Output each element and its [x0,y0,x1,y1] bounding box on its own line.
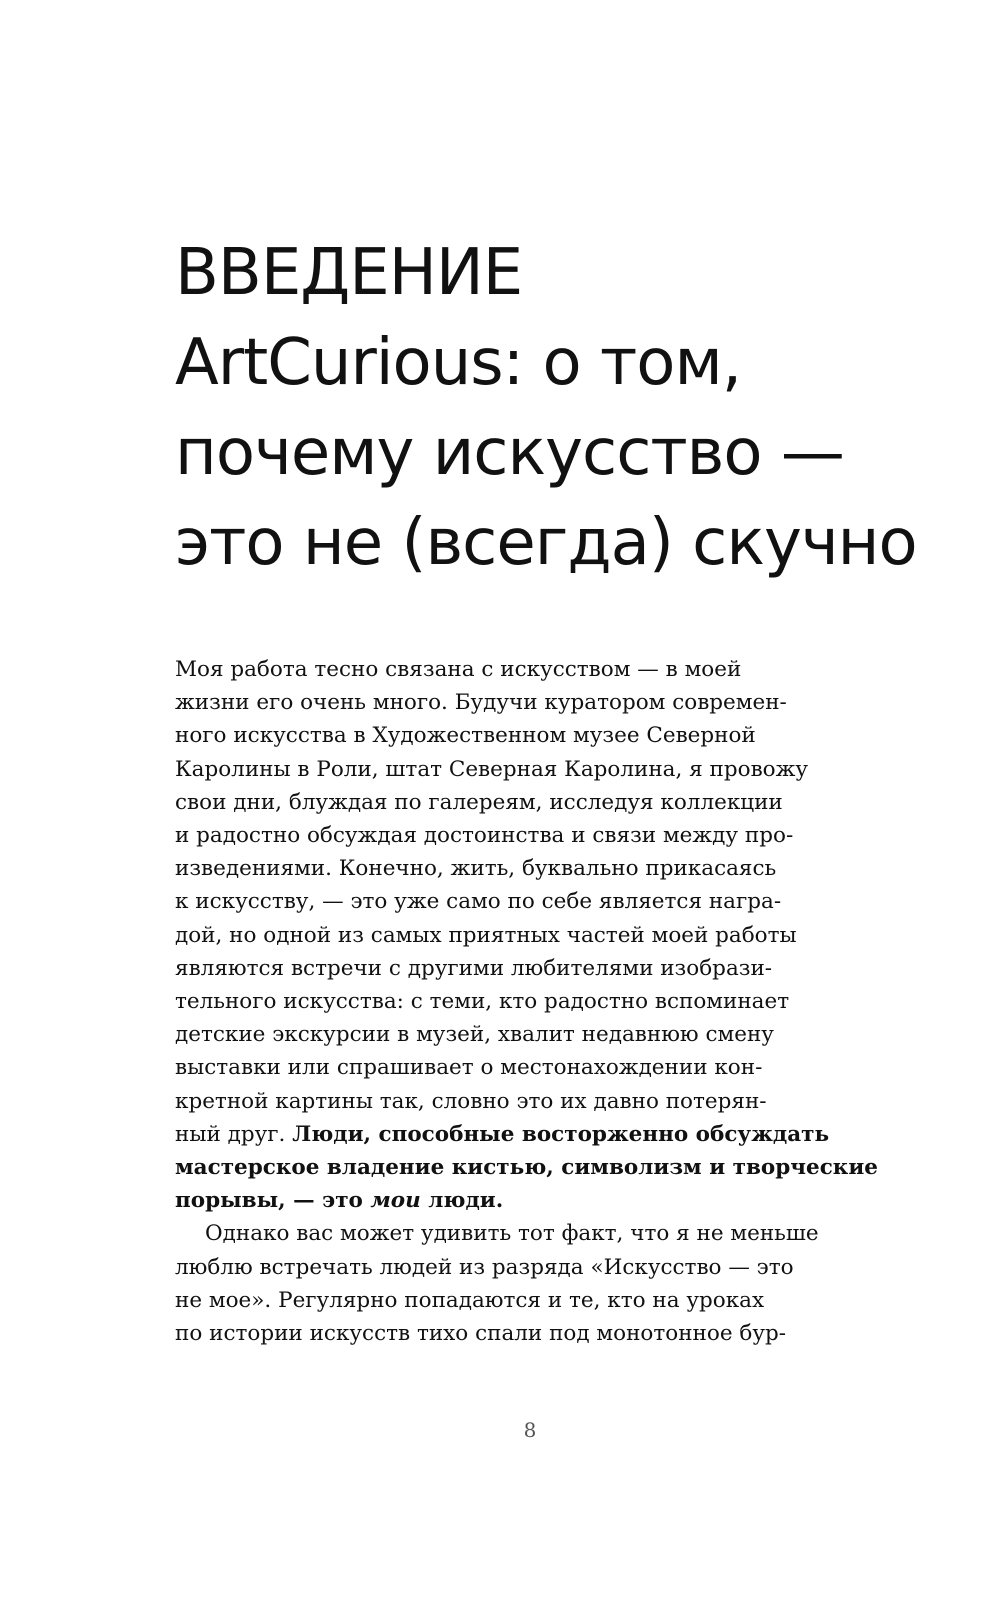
chapter-title-line: ВВЕДЕНИЕ [175,236,523,310]
text-line: являются встречи с другими любителями изобрази- [175,955,773,981]
text-line: выставки или спрашивает о местонахождении кон- [175,1055,763,1081]
text-span: ный друг. [175,1121,293,1147]
page-number: 8 [523,1418,537,1442]
chapter-title [175,228,935,588]
chapter-title-line: ArtCurious: о том, [175,326,742,400]
text-line [175,1151,878,1184]
text-line: дой, но одной из самых приятных частей моей работы [175,922,797,948]
text-line: детские экскурсии в музей, хвалит недавнюю смену [175,1022,774,1048]
text-line: к искусству, — это уже само по себе является награ- [175,889,782,915]
bold-text: порывы, — это [175,1188,371,1214]
text-line [175,1184,835,1217]
bold-text: мастерское владение кистью, символизм и творческие [175,1155,878,1181]
text-line: не мое». Регулярно попадаются и те, кто на уроках [175,1287,765,1313]
body-text [175,653,878,1350]
text-line: Моя работа тесно связана с искусством — в моей [175,657,742,682]
bold-text: Люди, способные восторженно обсуждать [292,1121,830,1147]
text-line: люблю встречать людей из разряда «Искусство — это [175,1254,794,1280]
text-line: Однако вас может удивить тот факт, что я не меньше [205,1221,819,1247]
text-line: свои дни, блуждая по галереям, исследуя коллекции [175,789,783,815]
text-line: тельного искусства: с теми, кто радостно вспоминает [175,989,790,1015]
chapter-title-line: почему искусство — [175,416,844,490]
text-line: жизни его очень много. Будучи куратором современ- [175,690,787,716]
text-line: Каролины в Роли, штат Северная Каролина, я провожу [175,756,809,782]
text-line: и радостно обсуждая достоинства и связи между про- [175,823,794,849]
bold-italic-text: мои [370,1188,421,1214]
text-line: кретной картины так, словно это их давно потерян- [175,1088,767,1114]
text-line: изведениями. Конечно, жить, буквально прикасаясь [175,856,777,882]
chapter-title-line: это не (всегда) скучно [175,506,917,580]
bold-text: люди. [420,1188,504,1214]
text-line: ного искусства в Художественном музее Северной [175,723,756,749]
text-line [175,1118,835,1151]
text-line: по истории искусств тихо спали под монотонное бур- [175,1321,786,1347]
